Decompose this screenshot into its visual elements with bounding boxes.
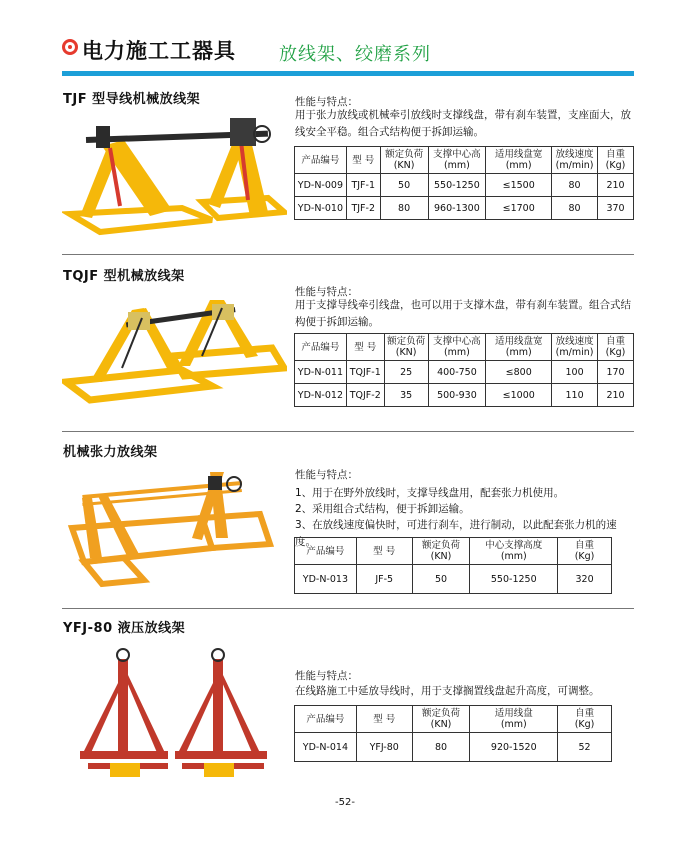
table-row xyxy=(295,733,612,762)
cell: 100 xyxy=(552,361,598,384)
col-header: 适用线盘宽 (mm) xyxy=(486,147,552,174)
cell: YD-N-013 xyxy=(295,565,357,594)
cell: 110 xyxy=(552,384,598,407)
col-header: 产品编号 xyxy=(295,147,347,174)
col-header-top: 适用线盘 xyxy=(494,708,533,719)
product-photo-tjf xyxy=(62,108,287,248)
cell: 500-930 xyxy=(428,384,486,407)
cell: YFJ-80 xyxy=(356,733,412,762)
col-header: 额定负荷 (KN) xyxy=(380,147,428,174)
col-header: 额定负荷 (KN) xyxy=(412,538,470,565)
cell: ≤800 xyxy=(486,361,552,384)
col-header: 支撑中心高 (mm) xyxy=(428,334,486,361)
feature-item: 1、用于在野外放线时，支撑导线盘用，配套张力机使用。 xyxy=(295,487,565,499)
cell: ≤1700 xyxy=(486,197,552,220)
col-header: 型 号 xyxy=(346,147,380,174)
col-header: 产品编号 xyxy=(295,706,357,733)
section-divider xyxy=(62,608,634,609)
cell: 170 xyxy=(598,361,634,384)
cell: ≤1000 xyxy=(486,384,552,407)
spec-table-tjf xyxy=(294,146,634,220)
cell: 960-1300 xyxy=(428,197,486,220)
feature-item: 2、采用组合式结构，便于拆卸运输。 xyxy=(295,503,470,515)
product-photo-tqjf xyxy=(62,290,287,420)
cell: 50 xyxy=(412,565,470,594)
section-description: 用于支撑导线牵引线盘，也可以用于支撑木盘，带有刹车装置。组合式结构便于拆卸运输。 xyxy=(295,299,631,328)
cell: YD-N-010 xyxy=(295,197,347,220)
cell: 25 xyxy=(384,361,428,384)
section-description: 用于张力放线或机械牵引放线时支撑线盘，带有刹车装置，支座面大，放线安全平稳。组合式结构便于拆卸运输。 xyxy=(295,109,631,138)
page-number: -52- xyxy=(335,797,355,808)
table-row xyxy=(295,174,634,197)
section-title-tjf: TJF 型导线机械放线架 xyxy=(63,92,201,107)
table-header-row xyxy=(295,538,612,565)
cell: 400-750 xyxy=(428,361,486,384)
product-photo-yfj xyxy=(78,645,273,785)
table-header-row xyxy=(295,334,634,361)
cell: 52 xyxy=(558,733,612,762)
table-header-row xyxy=(295,147,634,174)
col-header: 自重 (Kg) xyxy=(558,706,612,733)
section-title-tension: 机械张力放线架 xyxy=(63,445,158,460)
col-header: 中心支撑高度 (mm) xyxy=(470,538,558,565)
table-header-row xyxy=(295,706,612,733)
col-header-unit: (mm) xyxy=(500,719,527,730)
cell: 370 xyxy=(598,197,634,220)
table-row xyxy=(295,384,634,407)
table-row xyxy=(295,197,634,220)
col-header xyxy=(470,706,558,733)
section-title-tqjf: TQJF 型机械放线架 xyxy=(63,269,185,284)
cell: 80 xyxy=(412,733,470,762)
col-header: 额定负荷 (KN) xyxy=(384,334,428,361)
cell: 80 xyxy=(380,197,428,220)
section-divider xyxy=(62,431,634,432)
col-header: 放线速度 (m/min) xyxy=(552,334,598,361)
section-description: 在线路施工中延放导线时，用于支撑搁置线盘起升高度，可调整。 xyxy=(295,685,600,697)
col-header: 产品编号 xyxy=(295,538,357,565)
spec-table-tension xyxy=(294,537,612,594)
cell: 920-1520 xyxy=(470,733,558,762)
header-bullet-icon xyxy=(62,39,78,55)
cell: TJF-2 xyxy=(346,197,380,220)
col-header: 产品编号 xyxy=(295,334,347,361)
col-header: 自重 (Kg) xyxy=(598,147,634,174)
cell: TQJF-1 xyxy=(346,361,384,384)
section-divider xyxy=(62,254,634,255)
perf-label: 性能与特点： xyxy=(295,469,358,481)
cell: TJF-1 xyxy=(346,174,380,197)
col-header: 自重 (Kg) xyxy=(558,538,612,565)
perf-label: 性能与特点： xyxy=(295,286,358,298)
cell: 210 xyxy=(598,384,634,407)
col-header: 放线速度 (m/min) xyxy=(552,147,598,174)
cell: 80 xyxy=(552,174,598,197)
table-row xyxy=(295,565,612,594)
section-title-yfj: YFJ-80 液压放线架 xyxy=(63,621,186,636)
cell: ≤1500 xyxy=(486,174,552,197)
cell: 550-1250 xyxy=(470,565,558,594)
cell: 320 xyxy=(558,565,612,594)
page-title: 电力施工工器具 xyxy=(82,39,236,63)
cell: 210 xyxy=(598,174,634,197)
product-photo-tension xyxy=(62,458,277,588)
col-header: 型 号 xyxy=(346,334,384,361)
col-header: 适用线盘宽 (mm) xyxy=(486,334,552,361)
col-header: 型 号 xyxy=(356,538,412,565)
cell: 35 xyxy=(384,384,428,407)
cell: 50 xyxy=(380,174,428,197)
perf-label: 性能与特点： xyxy=(295,670,358,682)
col-header: 额定负荷 (KN) xyxy=(412,706,470,733)
cell: 80 xyxy=(552,197,598,220)
cell: YD-N-014 xyxy=(295,733,357,762)
cell: YD-N-009 xyxy=(295,174,347,197)
col-header: 自重 (Kg) xyxy=(598,334,634,361)
cell: TQJF-2 xyxy=(346,384,384,407)
spec-table-yfj xyxy=(294,705,612,762)
cell: JF-5 xyxy=(356,565,412,594)
table-row xyxy=(295,361,634,384)
feature-item: 3、在放线速度偏快时，可进行刹车，进行制动，以此配套张力机的速度。 xyxy=(295,519,617,548)
cell: YD-N-012 xyxy=(295,384,347,407)
page-subtitle: 放线架、绞磨系列 xyxy=(279,44,431,65)
perf-label: 性能与特点： xyxy=(295,96,358,108)
cell: YD-N-011 xyxy=(295,361,347,384)
header-rule xyxy=(62,71,634,76)
col-header: 型 号 xyxy=(356,706,412,733)
cell: 550-1250 xyxy=(428,174,486,197)
spec-table-tqjf xyxy=(294,333,634,407)
col-header: 支撑中心高 (mm) xyxy=(428,147,486,174)
